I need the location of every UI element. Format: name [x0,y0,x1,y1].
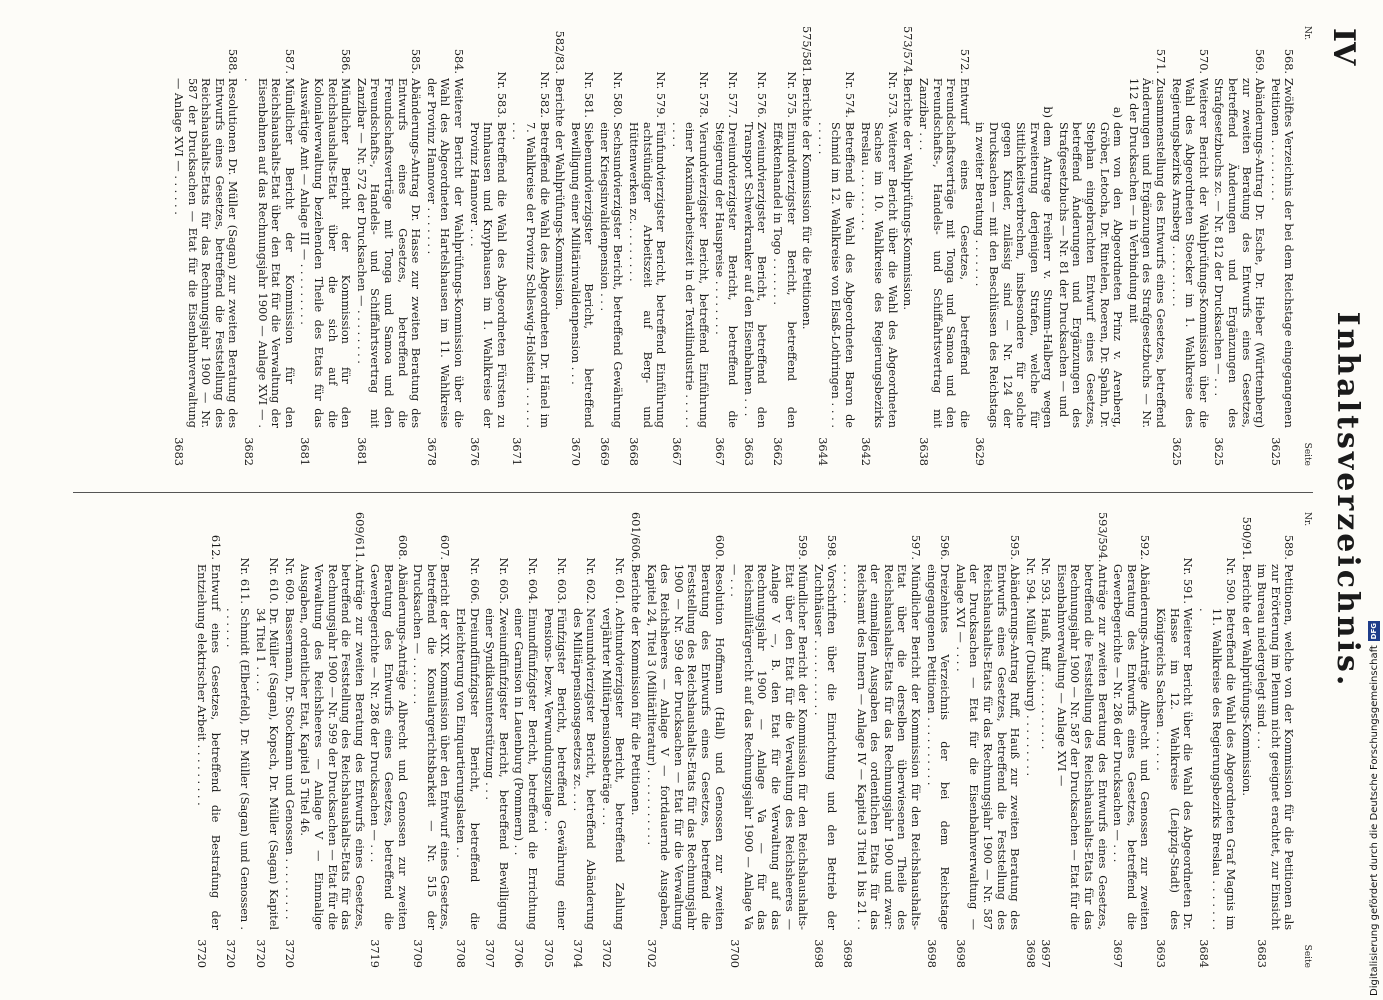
entry-page-number: 3625 [1212,437,1226,466]
entry-page-number: 3720 [253,939,267,968]
entry-title: Abänderungs-Anträge Albrecht und Genossen zur zweiten Beratung des Entwurfs eines Gesetzes, betreffend die Gewerbegerichte — Nr. 286 der Drucksachen — . . . [368,564,409,930]
entry-page-number: 3720 [224,939,238,968]
entry-number: 570. [1196,48,1210,74]
toc-entry [368,512,409,968]
toc-entry [712,26,739,466]
seite-label: Seite [1302,442,1312,466]
entry-title: Vorschriften über die Einrichtung und den Betrieb der Zuchthäuser . . . . . . . . . . . [811,564,839,930]
entry-page-number: 3663 [741,437,755,466]
entry-page-number: 3642 [858,437,872,466]
entry-title: Siebenundvierzigster Bericht, betreffend Bewilligung einer Militärinvalidenpension . . . [568,122,596,428]
toc-entry [644,512,726,968]
entry-page-number: 3669 [597,437,611,466]
entry-number: Nr. 601. [613,557,627,604]
entry-number: b) [1041,106,1055,118]
entry-number: 608. [395,534,409,560]
entry-title: Dr. Müller (Sagan), Kopsch, Dr. Müller (Sagan) Kapitel 34 Titel 1 . . . . [253,608,281,930]
entry-number: 585. [409,48,423,74]
entry-title: Anträge zur zweiten Beratung des Entwurfs eines Gesetzes, betreffend die Feststellung des Reichshaushalts-Etats für das Rechnungsjahr 1900 — Nr. 599 der Drucksachen — Etat für die Verwaltung des Reichsheeres — Anlage V — Einmalige Ausgaben, ordentlicher Etat, Kapitel 5 Titel 46. [298,564,366,930]
toc-entry [1054,512,1108,968]
entry-page-number: 3708 [453,939,467,968]
entry-page-number: 3684 [1196,939,1210,968]
entry-title: Berichte der Wahlprüfungs-Kommission. [1239,564,1253,796]
entry-number: Nr. 606. [467,557,481,604]
entry-number: 568. [1282,48,1296,74]
entry-number: 575/581. [800,26,814,77]
toc-entry [1039,512,1053,968]
entry-page-number: 3662 [771,437,785,466]
entry-title: Anträge zur zweiten Beratung des Entwurfs eines Gesetzes, betreffend die Feststellung des Reichshaushalts-Etats für das Rechnungsjahr 1900 — Nr. 587 der Drucksachen — Etat für die Eisenbahnverwaltung — Anlage XVI — [1054,564,1109,930]
entry-number: Nr. 605. [496,557,510,604]
entry-number: Nr. 610. [267,557,281,604]
toc-entry [224,512,251,968]
entry-number: 569. [1253,48,1267,74]
entry-title: Berichte der Kommission für die Petitionen. [629,564,643,816]
entry-number: Nr. 574. [843,71,856,118]
entry-page-number: 3698 [953,939,967,968]
entry-title: Schmidt (Elberfeld), Dr. Müller (Sagan) und Genossen . . . . . . . [224,608,252,930]
entry-page-number: 3625 [1169,437,1183,466]
entry-number: 601/606. [629,512,643,563]
entry-title: Entwurf eines Gesetzes, betreffend die Bestrafung der Entziehung elektrischer Arbeit . . . . . . . . . [195,564,222,930]
column-header [1299,26,1313,466]
entry-number: 590/91. [1239,516,1253,560]
entry-title: Mündlicher Bericht der Kommission für den Reichshaushalts-Etat über die derselben überwiesenen Theile des Reichshaushalts-Etats für das Rechnungsjahr 1900 und zwar: der einmaligen Ausgaben des ordentlichen Etats für das Reichsamt des Innern — Anlage IV — Kapitel 3 Titel 1 bis 21 . . . . . . . . [841,564,922,930]
entry-title: Mündlicher Bericht der Kommission für den Reichshaushalts-Etat über den Etat für die Verwaltung der Eisenbahnen auf das Rechnungsjahr 1900 — Anlage XVI — . . [242,78,296,428]
nr-label: Nr. [1302,512,1312,527]
toc-entry [858,26,899,466]
entry-page-number: 3629 [973,437,987,466]
toc-entry [1169,26,1210,466]
entry-title: Abänderungs-Antrag Dr. Esche, Dr. Hieber (Württemberg) zur zweiten Beratung des Entwurfs eines Gesetzes, betreffend Änderungen und Ergänzungen des Strafgesetzbuchs zc. — Nr. 812 der Drucksachen — . . . [1212,78,1267,428]
entry-page-number: 3720 [282,939,296,968]
entry-title: Hauß, Ruff . . . . . . . . . . . [1039,608,1053,750]
entry-title: Weiterer Bericht über die Wahl des Abgeordneten Dr. Hasse im 12. Wahlkreise (Leipzig-Stadt) des Königreichs Sachsen . . . . . . [1154,608,1195,930]
toc-entry [253,512,280,968]
entry-title: Berichte der Wahlprüfungs-Kommission. [901,78,915,310]
entry-number: Nr. 594. [1023,557,1037,604]
entry-number: 599. [796,534,810,560]
column-divider [73,492,1313,493]
toc-entry [195,512,222,968]
toc-entry [728,512,810,968]
toc-entry [1111,512,1152,968]
toc-entry [1255,512,1296,968]
toc-left-column [170,26,1314,466]
entry-number: 607. [438,534,452,560]
entry-title: Betreffend die Wahl des Abgeordneten Dr. Hänel im 7. Wahlkreise der Provinz Schleswig-Holstein . . . . . . . . . [510,122,551,428]
entry-number: Nr. 604. [525,557,539,604]
entry-page-number: 3705 [541,939,555,968]
digitization-credit [1368,621,1380,996]
entry-number: Nr. 582. [537,71,551,118]
toc-entry-list [195,512,1296,968]
entry-title: Dreiundvierzigster Bericht, betreffend die Steigerung der Hauspreise . . . . . . . . [712,122,740,428]
toc-entry [840,512,922,968]
entry-number: 612. [208,534,222,560]
entry-title: Fünfzigster Bericht, betreffend Gewährung einer Pensions- bezw. Verwundungszulage . . [541,608,569,930]
entry-number: Nr. 602. [584,557,598,604]
toc-entry [629,512,643,968]
entry-number: Nr. 578. [697,71,711,118]
toc-entry [568,26,595,466]
entry-page-number: 3667 [669,437,683,466]
entry-number: 584. [451,48,465,74]
entry-page-number: 3698 [811,939,825,968]
toc-entry [1126,26,1167,466]
entry-number: 582/83. [553,30,567,74]
entry-title: Weiterer Bericht der Wahlprüfungs-Kommission über die Wahl des Abgeordneten Hartelshausen im 11. Wahlkreise der Provinz Hannover . . . . . . . [424,78,465,428]
nr-label: Nr. [1302,26,1312,41]
entry-number: Nr. 573. [885,71,899,118]
toc-entry [467,26,508,466]
toc-entry [800,26,814,466]
entry-title: Zweiundfünfzigster Bericht, betreffend Bewilligung einer Syndikatsunterstützung . . . [483,608,510,930]
entry-number: 571. [1154,48,1168,74]
toc-entry [741,26,768,466]
entry-title: Sechsundvierzigster Bericht, betreffend Gewährung einer Kriegsinvalidenpension . . . [597,122,625,428]
dfg-logo: DFG [1370,622,1378,640]
entry-title: Neunundvierzigster Bericht, betreffend Abänderung des Militärpensionsgesetzes zc. . . . [570,608,598,930]
toc-entry [411,512,452,968]
entry-title: Weiterer Bericht über die Wahl des Abgeordneten Sachse im 10. Wahlkreise des Regierungsbezirks Breslau . . . . . . . . . [858,122,899,428]
entry-title: Berichte der Kommission für die Petitionen. [800,78,814,330]
toc-entry [1268,26,1295,466]
toc-entry [453,512,480,968]
page-number-roman: IV [1326,28,1361,66]
entry-number: 588. [226,48,240,74]
entry-title: Dreizehntes Verzeichnis der bei dem Reichstage eingegangenen Petitionen . . . . . . . . . . [924,564,952,930]
entry-page-number: 3700 [728,939,742,968]
entry-number: Nr. 603. [555,557,569,604]
entry-title: Petitionen, welche von der Kommission für die Petitionen als zur Erörterung im Plenum nicht geeignet erachtet, zur Einsicht im Bureau niedergelegt sind . . . [1255,564,1296,930]
entry-page-number: 3681 [354,437,368,466]
entry-page-number: 3698 [1023,939,1037,968]
entry-title: Zwölftes Verzeichnis der bei dem Reichstage eingegangenen Petitionen . . . . . . . . . [1268,78,1296,428]
entry-page-number: 3671 [510,437,524,466]
entry-number: Nr. 580. [611,71,625,118]
toc-entry [924,512,951,968]
entry-number: 609/611. [352,512,366,563]
entry-number: 587. [282,48,296,74]
entry-page-number: 3676 [467,437,481,466]
entry-number: Nr. 583. [494,71,508,118]
column-header [1299,512,1313,968]
entry-page-number: 3707 [483,939,497,968]
entry-title: Achtundvierzigster Bericht, betreffend Zahlung verjährter Militärpensionsbeträge . . . [599,608,627,930]
toc-entry [973,26,1055,466]
toc-entry [953,512,1021,968]
toc-entry [483,512,510,968]
entry-page-number: 3702 [599,939,613,968]
toc-entry [354,26,422,466]
entry-page-number: 3668 [627,437,641,466]
entry-number: Nr. 611. [238,557,252,604]
toc-entry [597,26,624,466]
toc-entry [1023,512,1037,968]
toc-entry [916,26,970,466]
toc-entry [1212,26,1266,466]
entry-title: Entwurf eines Gesetzes, betreffend die Freundschaftsverträge mit Tonga und Samoa und den Freundschafts-, Handels- und Schiffahrtsvertrag mit Zanzibar . . . [916,78,971,428]
entry-number: 595. [1008,534,1022,560]
entry-number: Nr. 609. [282,557,296,604]
entry-title: Bericht der XIX. Kommission über den Entwurf eines Gesetzes, betreffend die Konsulargerichtsbarkeit — Nr. 515 der Drucksachen — . . . . . . . [411,564,452,930]
toc-entry [298,512,366,968]
entry-title: Müller (Duisburg) . . . . . . . . . [1023,608,1037,777]
entry-page-number: 3682 [242,437,256,466]
entry-page-number: 3678 [424,437,438,466]
page-title: Inhaltsverzeichnis. [1330,311,1365,689]
entry-title: Betreffend die Wahl des Abgeordneten Graf Magnis im 11. Wahlkreise des Regierungsbezirks Breslau . . . . . . . . [1196,608,1238,930]
toc-entry [669,26,710,466]
entry-title: Mündlicher Bericht der Kommission für den Reichshaushalts-Etat über den Etat für die Verwaltung des Reichsheeres — Anlage V —, B. den Etat für die Verwaltung auf das Rechnungsjahr 1900 — Anlage Va — für das Reichsmilitärgericht auf das Rechnungsjahr 1900 — Anlage Va — . . . [728,564,810,930]
entry-number: Nr. 579. [654,71,668,118]
entry-title: Einundvierzigster Bericht, betreffend den Effektenhandel in Togo . . . . . . . [771,122,798,428]
toc-entry [1196,512,1237,968]
toc-entry [541,512,568,968]
entry-title: Abänderungs-Anträge Albrecht und Genossen zur zweiten Beratung des Entwurfs eines Gesetzes, betreffend die Gewerbegerichte — Nr. 286 der Drucksachen — . . . [1111,564,1152,930]
entry-page-number: 3670 [568,437,582,466]
toc-entry [1239,512,1253,968]
toc-entry [298,26,352,466]
toc-entry [811,512,838,968]
toc-entry [241,26,295,466]
entry-number: Nr. 590. [1224,557,1238,604]
entry-number: 597. [908,534,922,560]
entry-page-number: 3681 [298,437,312,466]
entry-page-number: 3697 [1039,939,1053,968]
entry-page-number: 3704 [570,939,584,968]
entry-title: Bassermann, Dr. Stockmann und Genossen . . . . . . . . . [282,608,296,920]
entry-page-number: 3683 [1255,939,1269,968]
entry-page-number: 3693 [1154,939,1168,968]
toc-entry-list [172,26,1296,466]
entry-number: 586. [339,48,353,74]
entry-title: Dreiundfünfzigster Bericht, betreffend die Erleichterung von Einquartierungslasten . . [453,608,481,930]
toc-entry [553,26,567,466]
entry-page-number: 3719 [368,939,382,968]
entry-title: Zweiundvierzigster Bericht, betreffend den Transport Schwerkranker auf den Eisenbahnen . . . [741,122,769,428]
toc-entry [424,26,465,466]
entry-page-number: 3644 [815,437,829,466]
entry-number: Nr. 577. [726,71,740,118]
entry-number: 593/594. [1095,512,1109,563]
entry-number: 572. [957,48,971,74]
credit-text: Digitalisierung gefördert durch die Deutsche Forschungsgemeinschaft [1368,645,1380,996]
entry-title: Abänderungs-Antrag Dr. Hasse zur zweiten Beratung des Entwurfs eines Gesetzes, betreffend die Freundschaftsverträge mit Tonga und Samoa und den Freundschafts-, Handels- und Schiffahrtsvertrag mit Zanzibar — Nr. 572 der Drucksachen — . . . . . . . . [354,78,423,428]
entry-page-number: 3638 [916,437,930,466]
toc-entry [627,26,668,466]
entry-title: Betreffend die Wahl des Abgeordneten Fürsten zu Innhausen und Knyphausen im 1. Wahlkreise der Provinz Hannover . . . [467,122,508,428]
toc-entry [1056,26,1124,466]
entry-number: Nr. 575. [784,71,798,118]
entry-title: Vierundvierzigster Bericht, betreffend Einführung einer Maximalarbeitszeit in der Textilindustrie . . . . . . . . . [669,122,711,428]
entry-page-number: 3698 [841,939,854,968]
entry-page-number: 3698 [924,939,938,968]
toc-right-column [193,512,1313,968]
entry-number: Nr. 576. [755,71,769,118]
entry-number: Nr. 581. [582,71,596,118]
entry-page-number: 3625 [1268,437,1282,466]
entry-number: 600. [712,534,726,560]
toc-entry [570,512,597,968]
entry-title: Fünfundvierzigster Bericht, betreffend Einführung achtstündiger Arbeitszeit auf Berg- und Hüttenwerken zc. . . . . . . . . [627,122,668,428]
entry-number: 589. [1282,534,1296,560]
entry-number: 573/574. [901,26,915,77]
entry-title: dem von den Abgeordneten Prinz v. Arenberg, Gröber, Letocha, Dr. Rintelen, Roeren, Dr. Spahn, Dr. Stephan eingebrachten Entwurf eines Gesetzes, betreffend Änderungen und Ergänzungen des Strafgesetzbuchs — Nr. 81 der Drucksachen — und [1056,122,1125,428]
toc-entry [172,26,240,466]
entry-page-number: 3702 [644,939,658,968]
entry-title: Berichte der Wahlprüfungs-Kommission. [553,78,567,310]
toc-entry [599,512,626,968]
toc-entry [901,26,915,466]
entry-number: a) [1111,106,1125,118]
entry-title: Weiterer Bericht der Wahlprüfungs-Kommission über die Wahl des Abgeordneten Stoecker im 1. Wahlkreise des Regierungsbezirks Arnsberg . . . . . . . . . [1169,78,1210,428]
entry-number: 592. [1138,534,1152,560]
toc-entry [1153,512,1194,968]
entry-page-number: 3706 [512,939,526,968]
entry-page-number: 3697 [1111,939,1125,968]
entry-title: dem Antrage Freiherr v. Stumm-Halberg wegen Erweiterung derjenigen Strafen, welche für Sittlichkeitsverbrechen, insbesondere für solche gegen Kinder, zulässig sind — Nr. 124 der Drucksachen — mit den Beschlüssen des Reichstags in zweiter Beratung . . . . . . . [973,122,1055,428]
entry-title: Resolutionen Dr. Müller (Sagan) zur zweiten Beratung des Entwurfs eines Gesetzes, betreffend die Feststellung des Reichshaushalts-Etats für das Rechnungsjahr 1900 — Nr. 587 der Drucksachen — Etat für die Eisenbahnverwaltung — Anlage XVI — . . . . . . [172,78,240,428]
entry-title: Einundfünfzigster Bericht, betreffend die Errichtung einer Garnison in Lauenburg (Pommern) . . [512,608,539,930]
toc-entry [282,512,296,968]
entry-page-number: 3720 [195,939,209,968]
toc-entry [512,512,539,968]
entry-page-number: 3709 [411,939,425,968]
entry-title: Resolution Hoffmann (Hall) und Genossen zur zweiten Beratung des Entwurfs eines Gesetzes, betreffend die Feststellung des Reichshaushalts-Etats für das Rechnungsjahr 1900 — Nr. 599 der Drucksachen — Etat für die Verwaltung des Reichsheeres — Anlage V — fortdauernde Ausgaben, Kapitel 24, Titel 3 (Militärliteratur) . . . . . . . . . . . [644,564,726,930]
entry-number: Nr. 591. [1181,557,1195,604]
toc-entry [770,26,797,466]
entry-title: Zusammenstellung des Entwurfs eines Gesetzes, betreffend Änderungen und Ergänzungen des Strafgesetzbuchs — Nr. 112 der Drucksachen — in Verbindung mit [1126,78,1168,428]
toc-entry [815,26,856,466]
entry-title: Betreffend die Wahl des Abgeordneten Baron de Schmid im 12. Wahlkreise von Elsaß-Lothringen . . . . . . . . . [815,122,856,428]
entry-number: 596. [938,534,952,560]
entry-title: Mündlicher Bericht der Kommission für den Reichshaushalts-Etat über die sich auf die Kolonialverwaltung beziehenden Theile des Etats für das Auswärtige Amt — Anlage III — . . . . . . . . . [298,78,353,428]
seite-label: Seite [1302,944,1312,968]
entry-page-number: 3683 [172,437,186,466]
entry-number: Nr. 593. [1039,557,1053,604]
entry-title: Abänderungs-Antrag Ruff, Hauß zur zweiten Beratung des Entwurfs eines Gesetzes, betreffend die Feststellung des Reichshaushalts-Etats für das Rechnungsjahr 1900 — Nr. 587 der Drucksachen — Etat für die Eisenbahnverwaltung — Anlage XVI — . . . . [953,564,1022,930]
toc-entry [510,26,551,466]
entry-page-number: 3667 [712,437,726,466]
entry-number: 598. [825,534,839,560]
